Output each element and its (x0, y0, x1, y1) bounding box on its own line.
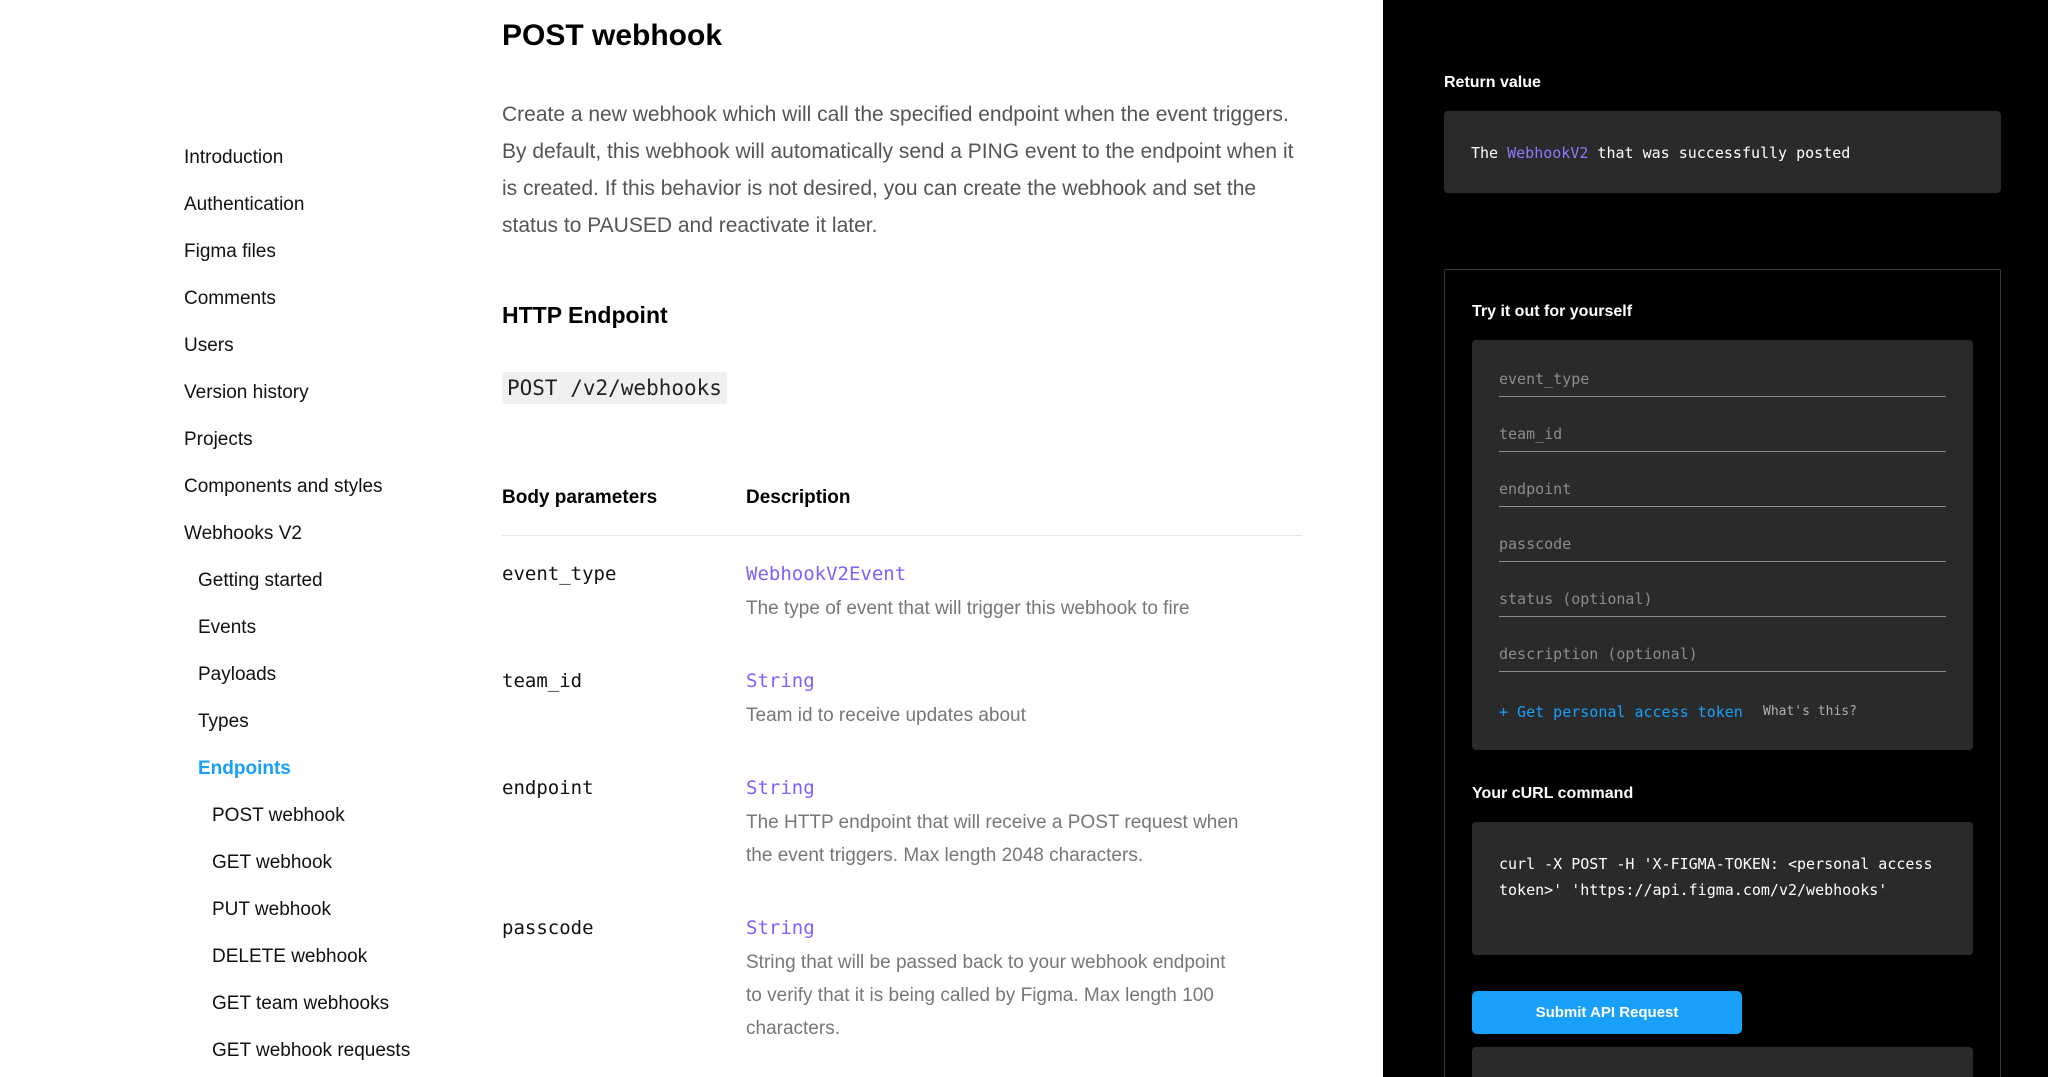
return-suffix: that was successfully posted (1588, 144, 1851, 162)
submit-api-request-button[interactable]: Submit API Request (1472, 991, 1742, 1034)
request-form (1472, 340, 1973, 750)
sidebar-item-authentication[interactable]: Authentication (184, 194, 305, 215)
sidebar-item-types[interactable]: Types (198, 711, 249, 732)
response-box (1472, 1047, 1973, 1077)
webhookv2-type-link[interactable]: WebhookV2 (1507, 144, 1589, 162)
sidebar-item-put-webhook[interactable]: PUT webhook (212, 899, 331, 920)
table-divider (502, 535, 1302, 536)
return-value-text (1471, 144, 1850, 162)
param-name: endpoint (502, 777, 594, 799)
sidebar-item-get-webhook[interactable]: GET webhook (212, 852, 333, 873)
param-type-link[interactable]: WebhookV2Event (746, 563, 907, 585)
param-name: event_type (502, 563, 617, 585)
event-type-input[interactable] (1499, 357, 1946, 397)
sidebar-item-comments[interactable]: Comments (184, 288, 276, 309)
description-input[interactable] (1499, 632, 1946, 672)
sidebar-item-version-history[interactable]: Version history (184, 382, 309, 403)
sidebar-item-post-webhook[interactable]: POST webhook (212, 805, 345, 826)
sidebar-item-users[interactable]: Users (184, 335, 234, 356)
curl-command: curl -X POST -H 'X-FIGMA-TOKEN: <personal access token>' 'https://api.figma.com/v2/webhooks' (1499, 855, 1933, 899)
sidebar-item-webhooks-v2[interactable]: Webhooks V2 (184, 523, 302, 544)
param-name: team_id (502, 670, 583, 692)
sidebar-item-get-webhook-requests[interactable]: GET webhook requests (212, 1040, 411, 1061)
table-header-body-parameters: Body parameters (502, 487, 658, 508)
passcode-input[interactable] (1499, 522, 1946, 562)
sidebar-item-events[interactable]: Events (198, 617, 257, 638)
sidebar-item-components-and-styles[interactable]: Components and styles (184, 476, 383, 497)
sidebar-item-projects[interactable]: Projects (184, 429, 253, 450)
try-it-label: Try it out for yourself (1472, 303, 1633, 320)
sidebar-item-payloads[interactable]: Payloads (198, 664, 277, 685)
param-description: String that will be passed back to your webhook endpoint to verify that it is being called by Figma. Max length 100 characters. (746, 952, 1226, 1039)
sidebar-item-introduction[interactable]: Introduction (184, 147, 284, 168)
sidebar-item-figma-files[interactable]: Figma files (184, 241, 276, 262)
page-title: POST webhook (502, 19, 723, 52)
param-type-link[interactable]: String (746, 777, 815, 799)
sidebar-item-endpoints[interactable]: Endpoints (198, 758, 291, 779)
return-value-label: Return value (1444, 74, 1541, 91)
team-id-input[interactable] (1499, 412, 1946, 452)
http-endpoint-heading: HTTP Endpoint (502, 302, 668, 328)
try-it-card (1444, 269, 2001, 1077)
param-type-link[interactable]: String (746, 917, 815, 939)
endpoint-input[interactable] (1499, 467, 1946, 507)
return-value-box (1444, 111, 2001, 193)
get-token-link[interactable]: + Get personal access token (1499, 703, 1743, 721)
sidebar-item-getting-started[interactable]: Getting started (198, 570, 323, 591)
whats-this-link[interactable]: What's this? (1763, 704, 1857, 719)
table-header-description: Description (746, 487, 851, 508)
sidebar-item-delete-webhook[interactable]: DELETE webhook (212, 946, 368, 967)
param-description: Team id to receive updates about (746, 705, 1026, 726)
curl-label: Your cURL command (1472, 785, 1634, 802)
param-description: The type of event that will trigger this webhook to fire (746, 598, 1190, 619)
sidebar-item-get-team-webhooks[interactable]: GET team webhooks (212, 993, 390, 1014)
api-panel (1383, 0, 2048, 1077)
intro-paragraph: Create a new webhook which will call the specified endpoint when the event triggers. By default, this webhook will automatically send a PING event to the endpoint when it is created. If this behavior is not desired, you can create the webhook and set the status to PAUSED and reactivate it later. (502, 103, 1294, 237)
status-input[interactable] (1499, 577, 1946, 617)
param-description: The HTTP endpoint that will receive a POST request when the event triggers. Max length 2048 characters. (746, 812, 1239, 866)
param-name: passcode (502, 917, 594, 939)
param-type-link[interactable]: String (746, 670, 815, 692)
return-prefix: The (1471, 144, 1508, 162)
curl-box (1472, 822, 1973, 955)
endpoint-code: POST /v2/webhooks (502, 372, 727, 404)
